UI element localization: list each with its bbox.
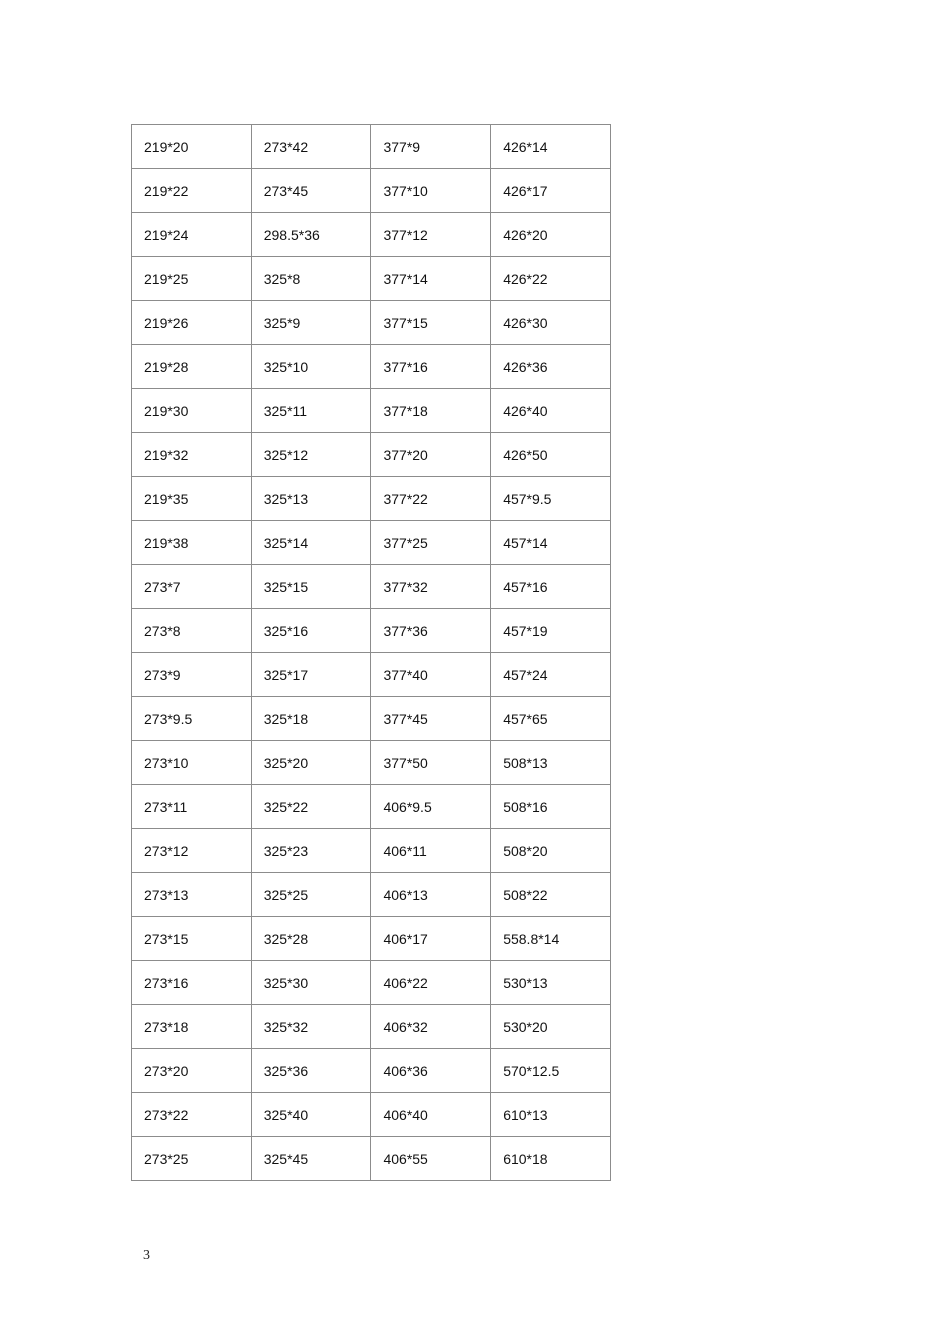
table-cell: 508*13: [491, 741, 611, 785]
table-cell: 273*22: [132, 1093, 252, 1137]
table-cell: 508*16: [491, 785, 611, 829]
table-cell: 325*45: [251, 1137, 371, 1181]
table-cell: 377*50: [371, 741, 491, 785]
table-cell: 406*55: [371, 1137, 491, 1181]
table-cell: 273*9.5: [132, 697, 252, 741]
table-cell: 406*40: [371, 1093, 491, 1137]
table-cell: 530*13: [491, 961, 611, 1005]
table-row: [132, 521, 611, 565]
table-cell: 273*18: [132, 1005, 252, 1049]
table-cell: 325*36: [251, 1049, 371, 1093]
table-row: [132, 609, 611, 653]
table-cell: 457*14: [491, 521, 611, 565]
table-cell: 325*28: [251, 917, 371, 961]
table-row: [132, 125, 611, 169]
table-cell: 219*26: [132, 301, 252, 345]
table-cell: 426*14: [491, 125, 611, 169]
table-cell: 325*9: [251, 301, 371, 345]
table-row: [132, 961, 611, 1005]
table-cell: 273*15: [132, 917, 252, 961]
table-cell: 325*30: [251, 961, 371, 1005]
table-cell: 325*18: [251, 697, 371, 741]
table-cell: 219*35: [132, 477, 252, 521]
table-cell: 406*36: [371, 1049, 491, 1093]
table-cell: 377*20: [371, 433, 491, 477]
table-cell: 273*12: [132, 829, 252, 873]
table-cell: 377*14: [371, 257, 491, 301]
table-row: [132, 389, 611, 433]
table-cell: 457*9.5: [491, 477, 611, 521]
table-cell: 325*22: [251, 785, 371, 829]
table-cell: 377*16: [371, 345, 491, 389]
table-cell: 273*7: [132, 565, 252, 609]
table-cell: 377*9: [371, 125, 491, 169]
table-cell: 406*22: [371, 961, 491, 1005]
table-cell: 219*30: [132, 389, 252, 433]
table-cell: 457*24: [491, 653, 611, 697]
table-cell: 406*13: [371, 873, 491, 917]
table-cell: 219*25: [132, 257, 252, 301]
table-row: [132, 917, 611, 961]
table-row: [132, 785, 611, 829]
table-cell: 219*24: [132, 213, 252, 257]
table-row: [132, 169, 611, 213]
table-cell: 426*20: [491, 213, 611, 257]
table-cell: 325*23: [251, 829, 371, 873]
table-row: [132, 565, 611, 609]
table-cell: 610*18: [491, 1137, 611, 1181]
table-cell: 325*13: [251, 477, 371, 521]
table-cell: 377*40: [371, 653, 491, 697]
table-row: [132, 1049, 611, 1093]
table-cell: 273*9: [132, 653, 252, 697]
table-cell: 325*15: [251, 565, 371, 609]
table-body: [132, 125, 611, 1181]
table-cell: 508*20: [491, 829, 611, 873]
table-cell: 406*32: [371, 1005, 491, 1049]
table-row: [132, 1137, 611, 1181]
table-cell: 325*8: [251, 257, 371, 301]
table-cell: 273*25: [132, 1137, 252, 1181]
table-cell: 610*13: [491, 1093, 611, 1137]
table-cell: 377*12: [371, 213, 491, 257]
table-cell: 219*38: [132, 521, 252, 565]
table-cell: 325*14: [251, 521, 371, 565]
table-row: [132, 697, 611, 741]
table-row: [132, 433, 611, 477]
table-row: [132, 873, 611, 917]
table-cell: 426*30: [491, 301, 611, 345]
table-row: [132, 257, 611, 301]
table-row: [132, 301, 611, 345]
table-cell: 406*9.5: [371, 785, 491, 829]
table-cell: 219*32: [132, 433, 252, 477]
table-cell: 273*16: [132, 961, 252, 1005]
table-cell: 457*19: [491, 609, 611, 653]
table-cell: 325*32: [251, 1005, 371, 1049]
table-row: [132, 1005, 611, 1049]
table-cell: 406*17: [371, 917, 491, 961]
table-cell: 219*22: [132, 169, 252, 213]
table-row: [132, 1093, 611, 1137]
table-cell: 219*28: [132, 345, 252, 389]
table-row: [132, 345, 611, 389]
table-cell: 325*20: [251, 741, 371, 785]
table-cell: 426*22: [491, 257, 611, 301]
table-cell: 325*17: [251, 653, 371, 697]
table-cell: 273*42: [251, 125, 371, 169]
table-cell: 377*25: [371, 521, 491, 565]
table-cell: 273*13: [132, 873, 252, 917]
table-cell: 325*25: [251, 873, 371, 917]
table-cell: 325*10: [251, 345, 371, 389]
table-cell: 377*10: [371, 169, 491, 213]
table-cell: 325*11: [251, 389, 371, 433]
table-cell: 377*36: [371, 609, 491, 653]
table-cell: 325*12: [251, 433, 371, 477]
table-cell: 273*10: [132, 741, 252, 785]
table-cell: 273*20: [132, 1049, 252, 1093]
table-cell: 426*36: [491, 345, 611, 389]
table-cell: 377*45: [371, 697, 491, 741]
table-cell: 377*15: [371, 301, 491, 345]
table-cell: 426*50: [491, 433, 611, 477]
table-row: [132, 741, 611, 785]
table-cell: 530*20: [491, 1005, 611, 1049]
specification-table: [131, 124, 611, 1181]
table-cell: 325*16: [251, 609, 371, 653]
table-row: [132, 653, 611, 697]
table-row: [132, 477, 611, 521]
table-cell: 457*16: [491, 565, 611, 609]
table-cell: 377*18: [371, 389, 491, 433]
table-cell: 406*11: [371, 829, 491, 873]
table-row: [132, 829, 611, 873]
table-cell: 426*40: [491, 389, 611, 433]
table-cell: 273*45: [251, 169, 371, 213]
table-cell: 558.8*14: [491, 917, 611, 961]
page-number: 3: [143, 1248, 150, 1263]
table-cell: 508*22: [491, 873, 611, 917]
table-row: [132, 213, 611, 257]
table-cell: 377*32: [371, 565, 491, 609]
table-cell: 325*40: [251, 1093, 371, 1137]
table-cell: 219*20: [132, 125, 252, 169]
table-cell: 377*22: [371, 477, 491, 521]
table-cell: 570*12.5: [491, 1049, 611, 1093]
table-cell: 426*17: [491, 169, 611, 213]
table-cell: 273*11: [132, 785, 252, 829]
table-cell: 273*8: [132, 609, 252, 653]
table-cell: 457*65: [491, 697, 611, 741]
table-cell: 298.5*36: [251, 213, 371, 257]
